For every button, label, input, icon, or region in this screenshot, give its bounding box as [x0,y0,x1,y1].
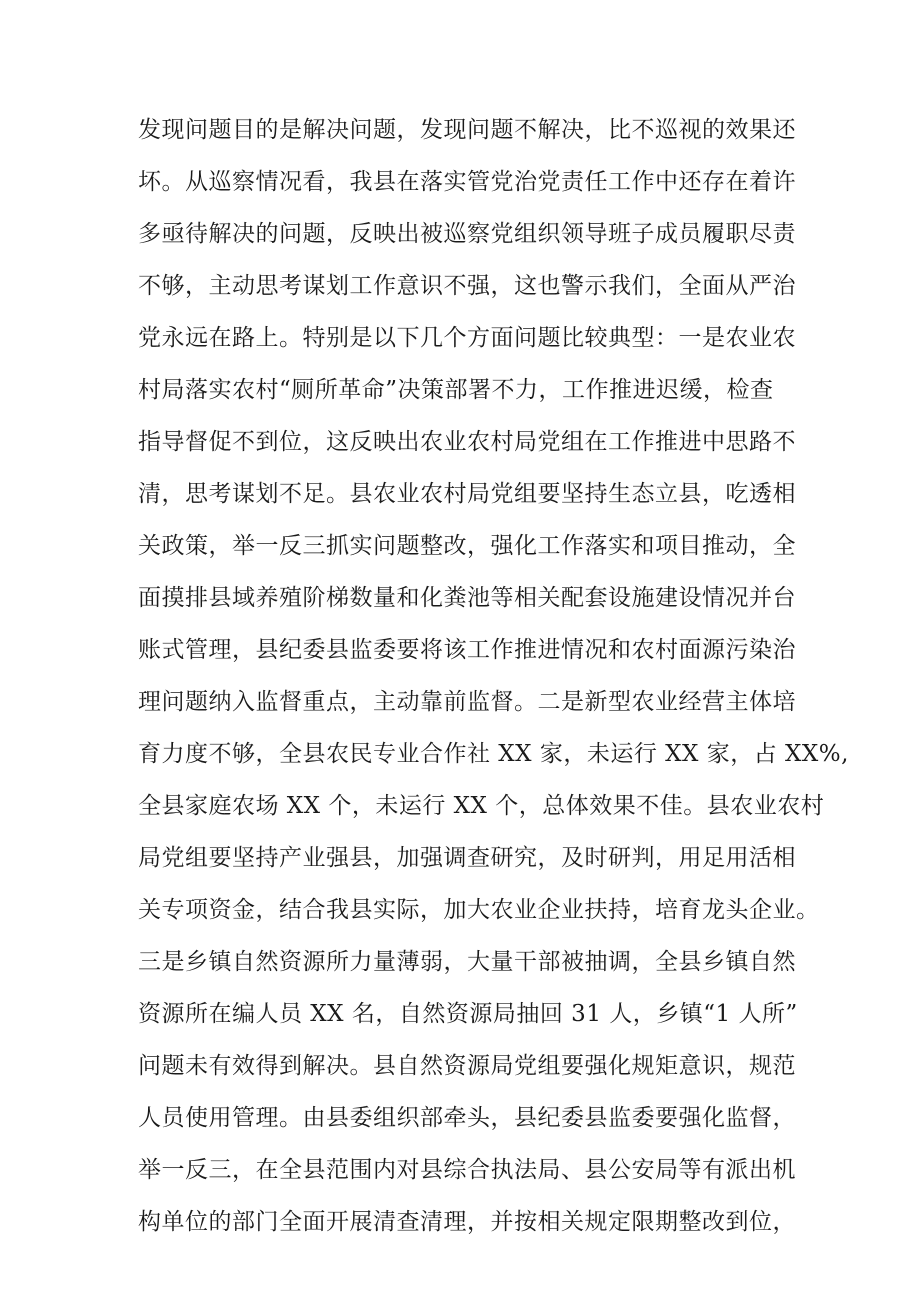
text-line-10: 面摸排县域养殖阶梯数量和化粪池等相关配套设施建设情况并台 [138,585,796,611]
text-line-21: 举一反三，在全县范围内对县综合执法局、县公安局等有派出机 [138,1157,796,1183]
text-line-17: 三是乡镇自然资源所力量薄弱，大量干部被抽调，全县乡镇自然 [138,949,796,975]
text-line-12: 理问题纳入监督重点，主动靠前监督。二是新型农业经营主体培 [138,689,796,715]
body-text [138,104,849,1248]
text-line-7: 指导督促不到位，这反映出农业农村局党组在工作推进中思路不 [138,429,796,455]
text-line-15: 局党组要坚持产业强县，加强调查研究，及时研判，用足用活相 [138,845,796,871]
text-line-2: 坏。从巡察情况看，我县在落实管党治党责任工作中还存在着许 [138,169,796,195]
text-line-1: 发现问题目的是解决问题，发现问题不解决，比不巡视的效果还 [138,117,796,143]
text-line-9: 关政策，举一反三抓实问题整改，强化工作落实和项目推动，全 [138,533,796,559]
text-line-8: 清，思考谋划不足。县农业农村局党组要坚持生态立县，吃透相 [138,481,796,507]
text-line-5: 党永远在路上。特别是以下几个方面问题比较典型：一是农业农 [138,325,796,351]
text-line-20: 人员使用管理。由县委组织部牵头，县纪委县监委要强化监督， [138,1105,796,1131]
text-line-3: 多亟待解决的问题，反映出被巡察党组织领导班子成员履职尽责 [138,221,796,247]
text-line-16: 关专项资金，结合我县实际，加大农业企业扶持，培育龙头企业。 [138,897,820,923]
text-line-11: 账式管理，县纪委县监委要将该工作推进情况和农村面源污染治 [138,637,796,663]
text-line-4: 不够，主动思考谋划工作意识不强，这也警示我们，全面从严治 [138,273,796,299]
text-line-22: 构单位的部门全面开展清查清理，并按相关规定限期整改到位， [138,1209,796,1235]
text-line-18: 资源所在编人员 XX 名，自然资源局抽回 31 人，乡镇“1 人所” [138,1001,798,1027]
text-line-14: 全县家庭农场 XX 个，未运行 XX 个，总体效果不佳。县农业农村 [138,793,825,819]
text-line-19: 问题未有效得到解决。县自然资源局党组要强化规矩意识，规范 [138,1053,796,1079]
text-line-13: 育力度不够，全县农民专业合作社 XX 家，未运行 XX 家，占 XX%, [138,741,849,767]
text-line-6: 村局落实农村“厕所革命”决策部署不力，工作推进迟缓，检查 [138,377,774,403]
